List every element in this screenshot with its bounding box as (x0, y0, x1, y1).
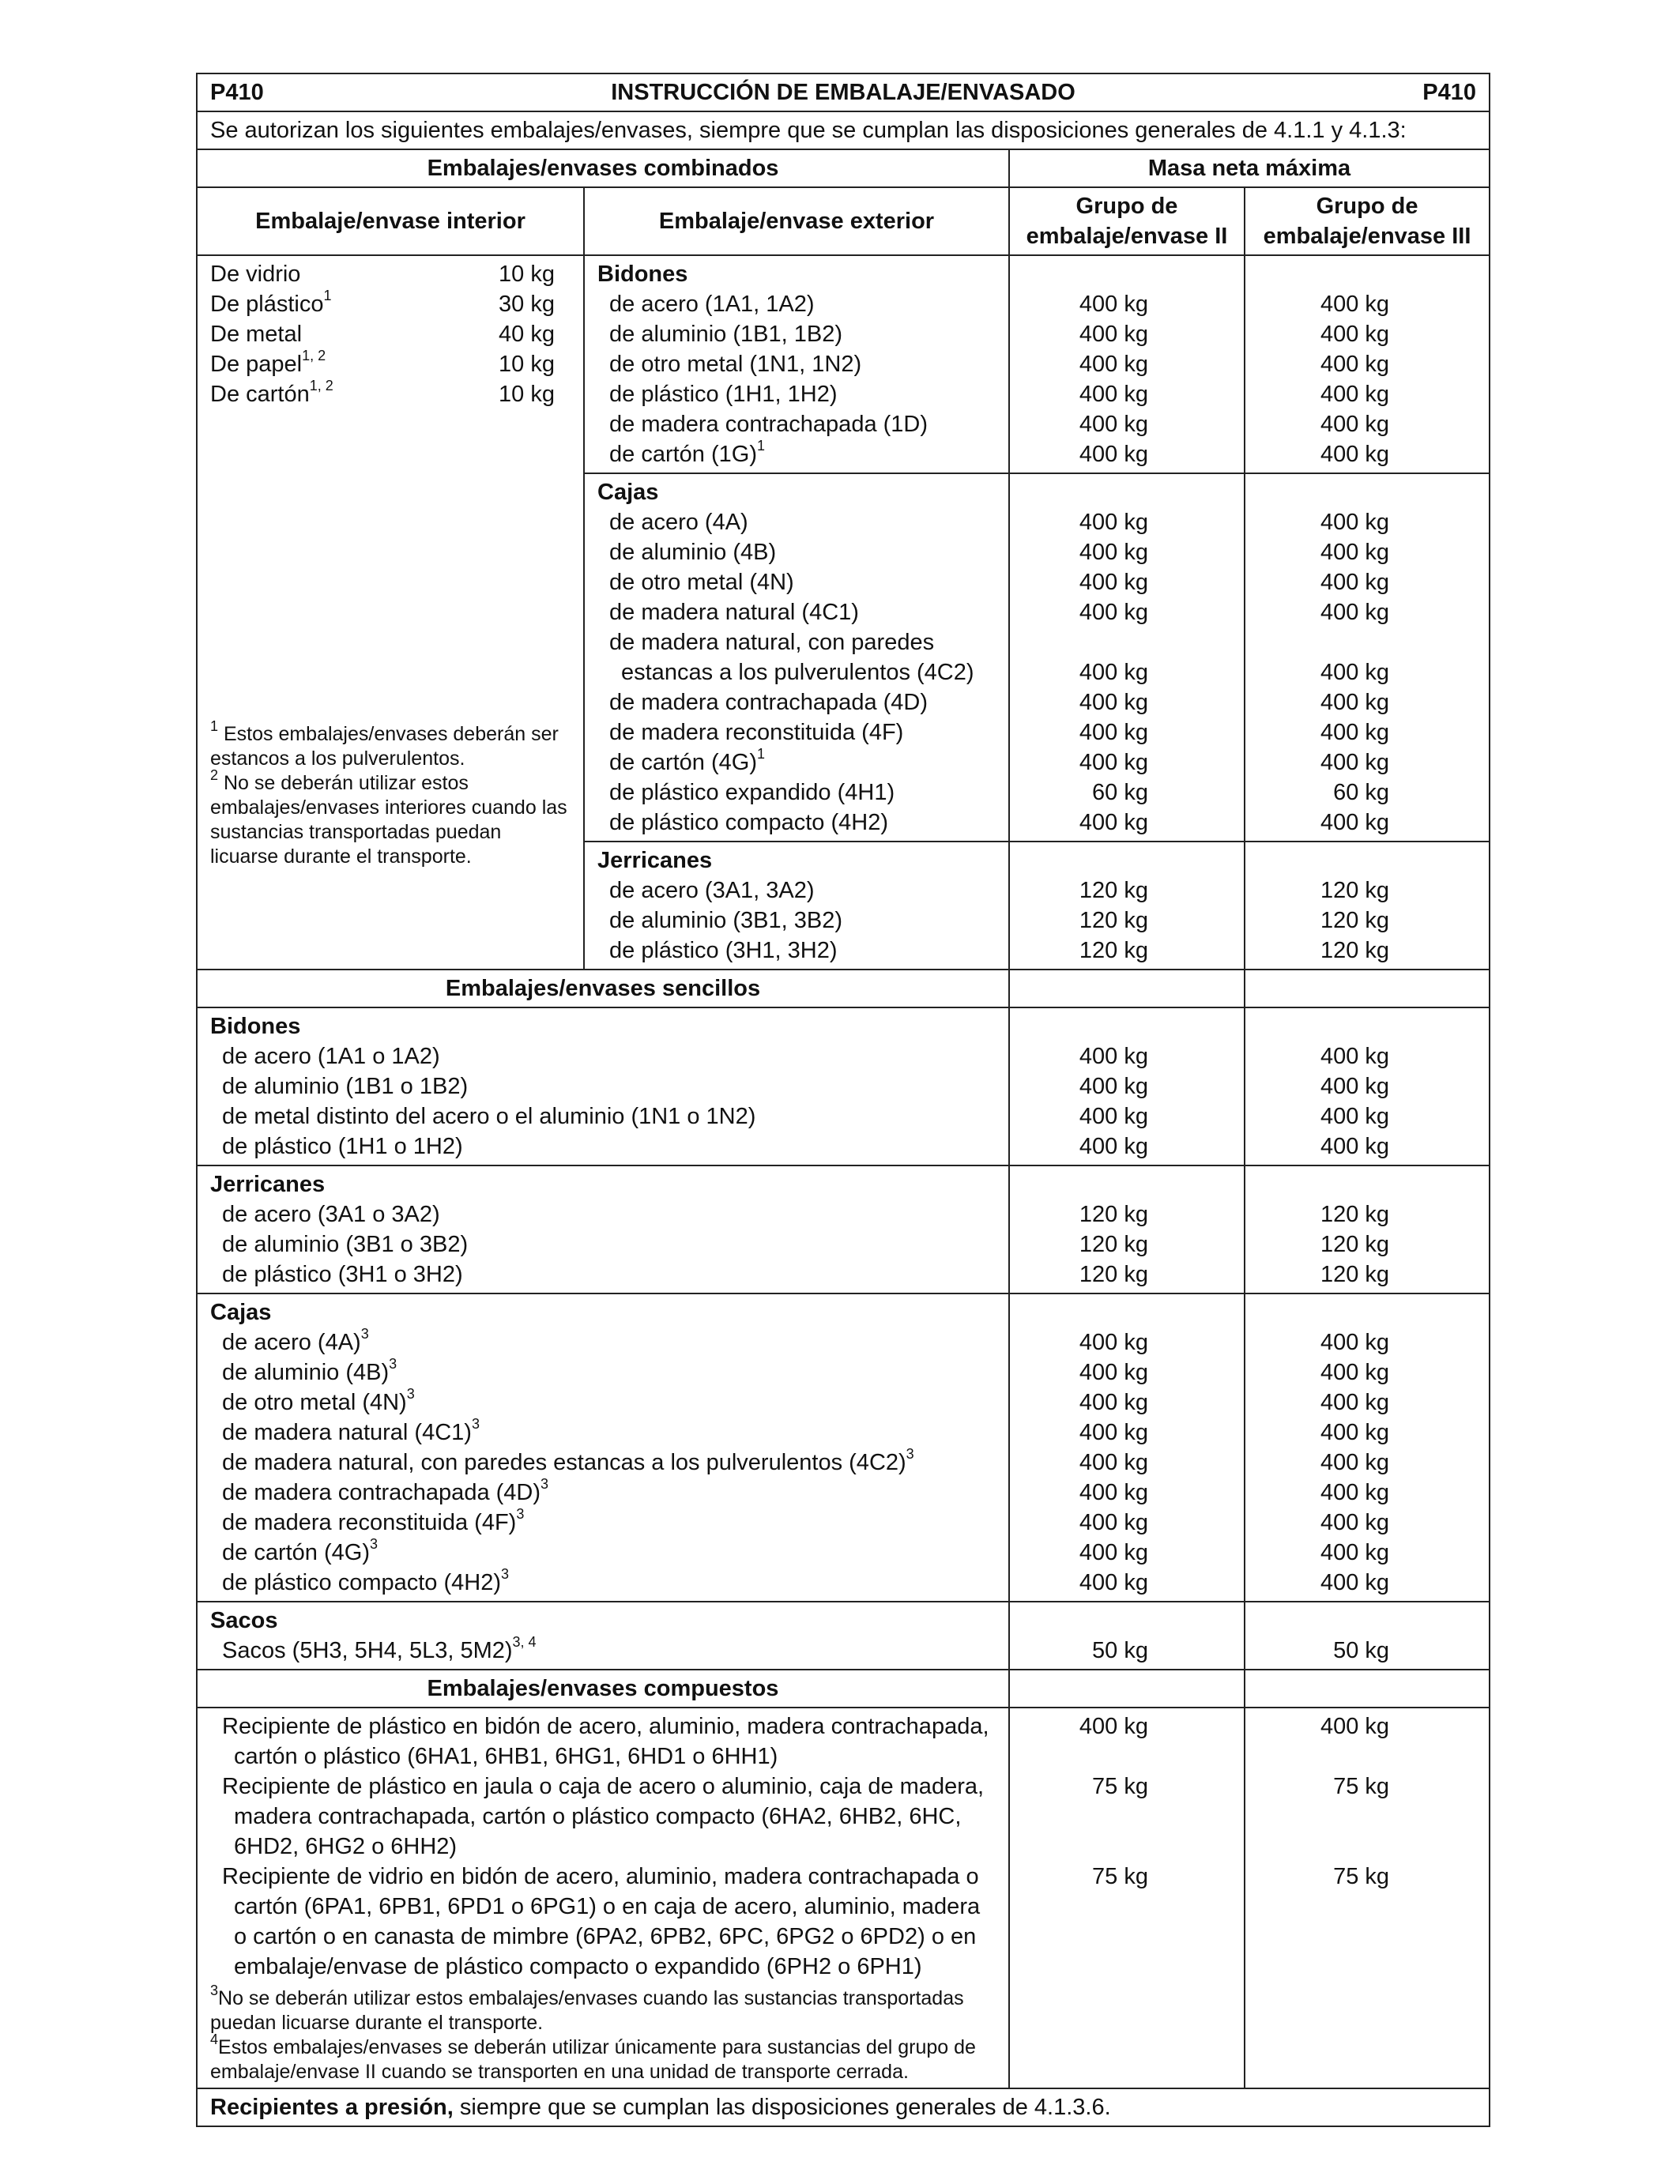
mass-pg2: 400 kg (1079, 1480, 1148, 1505)
inner-packaging-item (210, 289, 571, 319)
inner-packaging-name (210, 349, 326, 379)
mass-pg3: 400 kg (1320, 1330, 1390, 1355)
inner-name-text: De vidrio (210, 262, 301, 287)
item-text: de madera reconstituida (4F) (609, 720, 904, 745)
instruction-code-right: P410 (1422, 80, 1477, 105)
mass-pg2: 50 kg (1092, 1638, 1148, 1663)
item-text: de madera contrachapada (4D) (609, 690, 929, 715)
footnote-ref: 3 (360, 1326, 369, 1342)
item-label (597, 567, 996, 597)
item-label (597, 627, 996, 657)
empty-cell (1245, 1670, 1490, 1708)
mass-pg3: 400 kg (1320, 1480, 1390, 1505)
item-label (210, 1478, 996, 1508)
mass-pg3: 400 kg (1320, 412, 1390, 437)
footnote-ref: 3 (471, 1416, 480, 1433)
group-name: Sacos (210, 1608, 278, 1633)
mass-pg3: 400 kg (1320, 1104, 1390, 1129)
item-label (597, 597, 996, 627)
mass-pg2: 120 kg (1079, 908, 1148, 933)
footnote-number: 2 (210, 766, 219, 783)
mass-pg3: 400 kg (1320, 1420, 1390, 1445)
composite-footnotes (210, 1982, 996, 2084)
mass-pg2: 400 kg (1079, 1540, 1148, 1565)
item-text: de plástico expandido (4H1) (609, 780, 895, 805)
mass-title: Masa neta máxima (1009, 149, 1490, 187)
item-label (597, 439, 996, 469)
item-label (210, 1260, 996, 1290)
mass-pg3: 400 kg (1320, 1540, 1390, 1565)
pg3-cell (1245, 1007, 1490, 1165)
item-text: de acero (4A) (222, 1330, 361, 1355)
item-text: de acero (4A) (609, 510, 748, 535)
inner-name-text: De cartón (210, 382, 310, 407)
inner-packaging-mass: 40 kg (499, 322, 555, 347)
item-label (597, 906, 996, 936)
spacer (1023, 477, 1231, 507)
mass-pg3: 400 kg (1320, 660, 1390, 685)
combined-title: Embalajes/envases combinados (197, 149, 1009, 187)
mass-pg2: 120 kg (1079, 1262, 1148, 1287)
mass-pg2: 400 kg (1079, 810, 1148, 835)
mass-pg2: 120 kg (1079, 878, 1148, 903)
mass-pg3: 400 kg (1320, 1390, 1390, 1415)
empty-cell (1245, 970, 1490, 1007)
pg2-cell (1009, 842, 1245, 970)
inner-packaging-mass: 30 kg (499, 292, 555, 317)
inner-packaging-item (210, 319, 571, 349)
item-text: de metal distinto del acero o el aluminio (1N1 o 1N2) (222, 1104, 756, 1129)
composite-item: Recipiente de vidrio en bidón de acero, aluminio, madera contrachapada o cartón (6PA1, 6PB1, 6PD1 o 6PG1) o en caja de acero, aluminio, madera o cartón o en canasta de mimbre (6PA2, 6PB2, 6PC, 6PG2 o 6PD2) o en embalaje/envase de plástico compacto o expandido (6PH2 o 6PH1) (222, 1864, 981, 1979)
item-label (210, 1388, 996, 1418)
item-label (210, 1132, 996, 1162)
inner-name-text: De metal (210, 322, 303, 347)
composite-item: Recipiente de plástico en jaula o caja de acero o aluminio, caja de madera, madera contrachapada, cartón o plástico compacto (6HA2, 6HB2, 6HC, 6HD2, 6HG2 o 6HH2) (222, 1774, 985, 1859)
inner-packaging-item (210, 259, 571, 289)
mass-pg3: 400 kg (1320, 510, 1390, 535)
mass-pg2: 60 kg (1092, 780, 1148, 805)
item-label (210, 1101, 996, 1132)
mass-pg2: 400 kg (1079, 1330, 1148, 1355)
mass-pg3: 400 kg (1320, 1074, 1390, 1099)
mass-pg3: 400 kg (1320, 540, 1390, 565)
footnote-ref: 1 (756, 438, 765, 454)
inner-packaging-name (210, 259, 300, 289)
mass-pg2: 400 kg (1079, 1450, 1148, 1475)
pg2-cell (1009, 1293, 1245, 1602)
item-text: de plástico compacto (4H2) (609, 810, 888, 835)
item-text: de madera natural, con paredes estancas a los pulverulentos (4C2) (222, 1450, 906, 1475)
item-text: de plástico (1H1, 1H2) (609, 382, 838, 407)
item-label (597, 537, 996, 567)
mass-pg3: 120 kg (1320, 878, 1390, 903)
mass-pg2: 120 kg (1079, 1232, 1148, 1257)
mass-pg3: 400 kg (1320, 1510, 1390, 1535)
inner-packaging-mass: 10 kg (499, 262, 555, 287)
pg3-cell (1245, 842, 1490, 970)
mass-pg3: 120 kg (1320, 1262, 1390, 1287)
footnote-ref: 3 (501, 1566, 510, 1583)
inner-packaging-name (210, 379, 333, 409)
pg3-cell (1245, 1708, 1490, 2088)
mass-pg3: 400 kg (1320, 1134, 1390, 1159)
group-name: Cajas (597, 480, 659, 505)
item-text: de aluminio (3B1, 3B2) (609, 908, 842, 933)
item-label (597, 289, 996, 319)
spacer (1258, 1297, 1476, 1327)
footnote-text: No se deberán utilizar estos embalajes/envases cuando las sustancias transportadas puedan licuarse durante el transporte. (210, 1987, 964, 2034)
header-row (197, 73, 1490, 111)
item-label (210, 1199, 996, 1229)
col-pg3-header: Grupo de embalaje/envase III (1245, 187, 1490, 255)
instruction-code-left: P410 (210, 80, 264, 105)
mass-pg2: 400 kg (1079, 750, 1148, 775)
item-label (597, 507, 996, 537)
spacer (1258, 845, 1476, 875)
inner-packaging-item (210, 349, 571, 379)
footnote-ref: 3 (516, 1506, 525, 1523)
mass-pg2: 400 kg (1079, 660, 1148, 685)
footnote (210, 766, 571, 869)
item-label (597, 875, 996, 906)
mass-pg3: 400 kg (1320, 322, 1390, 347)
mass-pg3: 75 kg (1333, 1774, 1390, 1799)
outer-group-bidones (584, 255, 1009, 473)
spacer (1023, 1297, 1231, 1327)
packing-instruction-page (196, 73, 1489, 2127)
spacer (1258, 1169, 1476, 1199)
mass-pg3: 400 kg (1320, 1570, 1390, 1595)
group-name: Bidones (210, 1014, 301, 1039)
mass-pg3: 400 kg (1320, 1044, 1390, 1069)
mass-pg3: 400 kg (1320, 442, 1390, 467)
spacer (1258, 259, 1476, 289)
footnote-ref: 3 (406, 1386, 415, 1403)
inner-packaging-name (210, 319, 302, 349)
item-label (597, 349, 996, 379)
mass-pg2: 75 kg (1092, 1864, 1148, 1889)
mass-pg2: 400 kg (1079, 1510, 1148, 1535)
spacer (1023, 845, 1231, 875)
mass-pg2: 400 kg (1079, 510, 1148, 535)
mass-pg3: 400 kg (1320, 750, 1390, 775)
footnote (210, 1982, 996, 2035)
footnote-number: 4 (210, 2031, 219, 2047)
outer-group-jerricanes (584, 842, 1009, 970)
pg2-cell (1009, 473, 1245, 842)
item-label (210, 1568, 996, 1598)
item-text: de aluminio (1B1 o 1B2) (222, 1074, 469, 1099)
mass-pg3: 400 kg (1320, 1714, 1390, 1739)
col-inner-header: Embalaje/envase interior (197, 187, 584, 255)
footnote-ref: 1, 2 (309, 378, 333, 394)
spacer (1023, 1606, 1231, 1636)
pg2-cell (1009, 1602, 1245, 1670)
composite-items (197, 1708, 1009, 2088)
mass-pg3: 400 kg (1320, 600, 1390, 625)
mass-pg3: 400 kg (1320, 1360, 1390, 1385)
item-label (210, 1041, 996, 1071)
footnote-ref: 3, 4 (512, 1634, 537, 1651)
inner-packaging-mass: 10 kg (499, 352, 555, 377)
footnote-ref: 1, 2 (302, 348, 326, 364)
single-group-jerricanes (197, 1165, 1009, 1293)
mass-pg2: 400 kg (1079, 1390, 1148, 1415)
single-group-bidones (197, 1007, 1009, 1165)
item-label (597, 379, 996, 409)
col-outer-header: Embalaje/envase exterior (584, 187, 1009, 255)
group-name: Jerricanes (210, 1172, 326, 1197)
item-text: de madera reconstituida (4F) (222, 1510, 517, 1535)
footnote-text: Estos embalajes/envases se deberán utilizar únicamente para sustancias del grupo de embalaje/envase II cuando se transporten en una unidad de transporte cerrada. (210, 2036, 976, 2083)
footnote-text: No se deberán utilizar estos embalajes/envases interiores cuando las sustancias transportadas puedan licuarse durante el transporte. (210, 772, 567, 868)
inner-footnotes (210, 717, 571, 869)
pg3-cell (1245, 1293, 1490, 1602)
footnote-number: 3 (210, 1982, 219, 1998)
footnote-ref: 1 (323, 288, 332, 304)
mass-pg2: 400 kg (1079, 412, 1148, 437)
mass-pg2: 400 kg (1079, 1420, 1148, 1445)
item-text: de acero (3A1, 3A2) (609, 878, 815, 903)
item-label (597, 808, 996, 838)
item-text: de madera natural (4C1) (222, 1420, 472, 1445)
inner-packaging-cell (197, 255, 584, 970)
packing-instruction-table (196, 73, 1490, 2127)
spacer (1258, 1606, 1476, 1636)
item-label (210, 1418, 996, 1448)
pg3-cell (1245, 1602, 1490, 1670)
item-text: de aluminio (4B) (609, 540, 777, 565)
footnote-ref: 3 (906, 1446, 914, 1463)
item-label (210, 1327, 996, 1357)
footnote (210, 2031, 996, 2084)
inner-name-text: De plástico (210, 292, 324, 317)
mass-pg2: 400 kg (1079, 1570, 1148, 1595)
composite-item: Recipiente de plástico en bidón de acero, aluminio, madera contrachapada, cartón o plástico (6HA1, 6HB1, 6HG1, 6HD1 o 6HH1) (222, 1714, 989, 1769)
mass-pg3: 400 kg (1320, 292, 1390, 317)
group-name: Jerricanes (597, 848, 713, 873)
mass-pg2: 400 kg (1079, 1714, 1148, 1739)
mass-pg3: 120 kg (1320, 938, 1390, 963)
mass-pg2: 120 kg (1079, 1202, 1148, 1227)
mass-pg2: 400 kg (1079, 292, 1148, 317)
item-text: de plástico (1H1 o 1H2) (222, 1134, 463, 1159)
item-text: de aluminio (4B) (222, 1360, 390, 1385)
mass-pg2: 400 kg (1079, 1360, 1148, 1385)
instruction-title: INSTRUCCIÓN DE EMBALAJE/ENVASADO (611, 80, 1075, 105)
mass-pg2: 400 kg (1079, 1134, 1148, 1159)
mass-pg3: 120 kg (1320, 908, 1390, 933)
group-name: Cajas (210, 1300, 272, 1325)
footer-text: siempre que se cumplan las disposiciones generales de 4.1.3.6. (453, 2095, 1111, 2120)
mass-pg2: 400 kg (1079, 540, 1148, 565)
mass-pg2: 400 kg (1079, 1104, 1148, 1129)
item-text: de acero (1A1 o 1A2) (222, 1044, 440, 1069)
mass-pg2: 400 kg (1079, 1074, 1148, 1099)
empty-cell (1009, 1670, 1245, 1708)
group-name: Bidones (597, 262, 688, 287)
single-group-sacos (197, 1602, 1009, 1670)
footnote-ref: 3 (389, 1356, 397, 1373)
single-group-cajas (197, 1293, 1009, 1602)
item-label (597, 747, 996, 778)
mass-pg3: 120 kg (1320, 1232, 1390, 1257)
spacer (1258, 477, 1476, 507)
spacer (1023, 627, 1231, 657)
col-pg2-header: Grupo de embalaje/envase II (1009, 187, 1245, 255)
mass-pg2: 400 kg (1079, 322, 1148, 347)
item-text: de otro metal (4N) (609, 570, 794, 595)
footnote-number: 1 (210, 717, 219, 734)
item-text: de acero (1A1, 1A2) (609, 292, 815, 317)
footer-bold: Recipientes a presión, (210, 2095, 454, 2120)
footer-row (197, 2088, 1490, 2126)
mass-pg3: 400 kg (1320, 352, 1390, 377)
mass-pg2: 120 kg (1079, 938, 1148, 963)
item-text: de madera contrachapada (1D) (609, 412, 929, 437)
pg2-cell (1009, 1165, 1245, 1293)
item-text: de madera contrachapada (4D) (222, 1480, 541, 1505)
mass-pg3: 400 kg (1320, 570, 1390, 595)
footnote-ref: 3 (541, 1476, 549, 1493)
item-label (210, 1508, 996, 1538)
item-label (597, 717, 996, 747)
empty-cell (1009, 970, 1245, 1007)
inner-packaging-name (210, 289, 331, 319)
mass-pg2: 400 kg (1079, 382, 1148, 407)
outer-group-cajas (584, 473, 1009, 842)
footnote-ref: 1 (756, 746, 765, 763)
mass-pg3: 60 kg (1333, 780, 1390, 805)
mass-pg3: 400 kg (1320, 690, 1390, 715)
inner-name-text: De papel (210, 352, 303, 377)
item-text: de aluminio (3B1 o 3B2) (222, 1232, 469, 1257)
pg2-cell (1009, 255, 1245, 473)
item-text: de madera natural (4C1) (609, 600, 859, 625)
intro-text: Se autorizan los siguientes embalajes/envases, siempre que se cumplan las disposiciones generales de 4.1.1 y 4.1.3: (197, 111, 1490, 149)
item-label (210, 1229, 996, 1260)
item-text: de madera natural, con paredes (609, 630, 935, 655)
mass-pg3: 120 kg (1320, 1202, 1390, 1227)
item-label (597, 319, 996, 349)
item-label (597, 936, 996, 966)
pg3-cell (1245, 1165, 1490, 1293)
mass-pg3: 400 kg (1320, 720, 1390, 745)
item-text: de plástico (3H1 o 3H2) (222, 1262, 463, 1287)
footnote (210, 717, 571, 771)
spacer (1258, 627, 1476, 657)
item-label (210, 1448, 996, 1478)
mass-pg2: 400 kg (1079, 1044, 1148, 1069)
mass-pg2: 400 kg (1079, 570, 1148, 595)
item-label-cont: estancas a los pulverulentos (4C2) (621, 660, 974, 685)
item-text: Sacos (5H3, 5H4, 5L3, 5M2) (222, 1638, 513, 1663)
pg3-cell (1245, 473, 1490, 842)
mass-pg2: 75 kg (1092, 1774, 1148, 1799)
mass-pg3: 400 kg (1320, 382, 1390, 407)
item-label (210, 1636, 996, 1666)
mass-pg2: 400 kg (1079, 720, 1148, 745)
mass-pg3: 400 kg (1320, 810, 1390, 835)
item-label (210, 1357, 996, 1388)
pg3-cell (1245, 255, 1490, 473)
mass-pg2: 400 kg (1079, 600, 1148, 625)
item-text: de plástico compacto (4H2) (222, 1570, 501, 1595)
inner-packaging-item (210, 379, 571, 409)
spacer (1258, 1011, 1476, 1041)
single-title: Embalajes/envases sencillos (197, 970, 1009, 1007)
spacer (1023, 259, 1231, 289)
footnote-ref: 3 (369, 1536, 378, 1553)
mass-pg3: 75 kg (1333, 1864, 1390, 1889)
inner-packaging-mass: 10 kg (499, 382, 555, 407)
spacer (1023, 1169, 1231, 1199)
item-text: de cartón (4G) (222, 1540, 370, 1565)
item-label (597, 687, 996, 717)
item-label (597, 778, 996, 808)
mass-pg2: 400 kg (1079, 442, 1148, 467)
spacer (1023, 1011, 1231, 1041)
item-text: de otro metal (1N1, 1N2) (609, 352, 862, 377)
item-text: de plástico (3H1, 3H2) (609, 938, 838, 963)
item-text: de cartón (4G) (609, 750, 757, 775)
mass-pg2: 400 kg (1079, 352, 1148, 377)
composite-title: Embalajes/envases compuestos (197, 1670, 1009, 1708)
item-text: de otro metal (4N) (222, 1390, 407, 1415)
footnote-text: Estos embalajes/envases deberán ser estancos a los pulverulentos. (210, 723, 559, 770)
pg2-cell (1009, 1708, 1245, 2088)
mass-pg3: 400 kg (1320, 1450, 1390, 1475)
item-text: de acero (3A1 o 3A2) (222, 1202, 440, 1227)
item-label (597, 409, 996, 439)
mass-pg3: 50 kg (1333, 1638, 1390, 1663)
mass-pg2: 400 kg (1079, 690, 1148, 715)
item-label (210, 1538, 996, 1568)
item-label (210, 1071, 996, 1101)
pg2-cell (1009, 1007, 1245, 1165)
item-text: de aluminio (1B1, 1B2) (609, 322, 842, 347)
item-text: de cartón (1G) (609, 442, 757, 467)
